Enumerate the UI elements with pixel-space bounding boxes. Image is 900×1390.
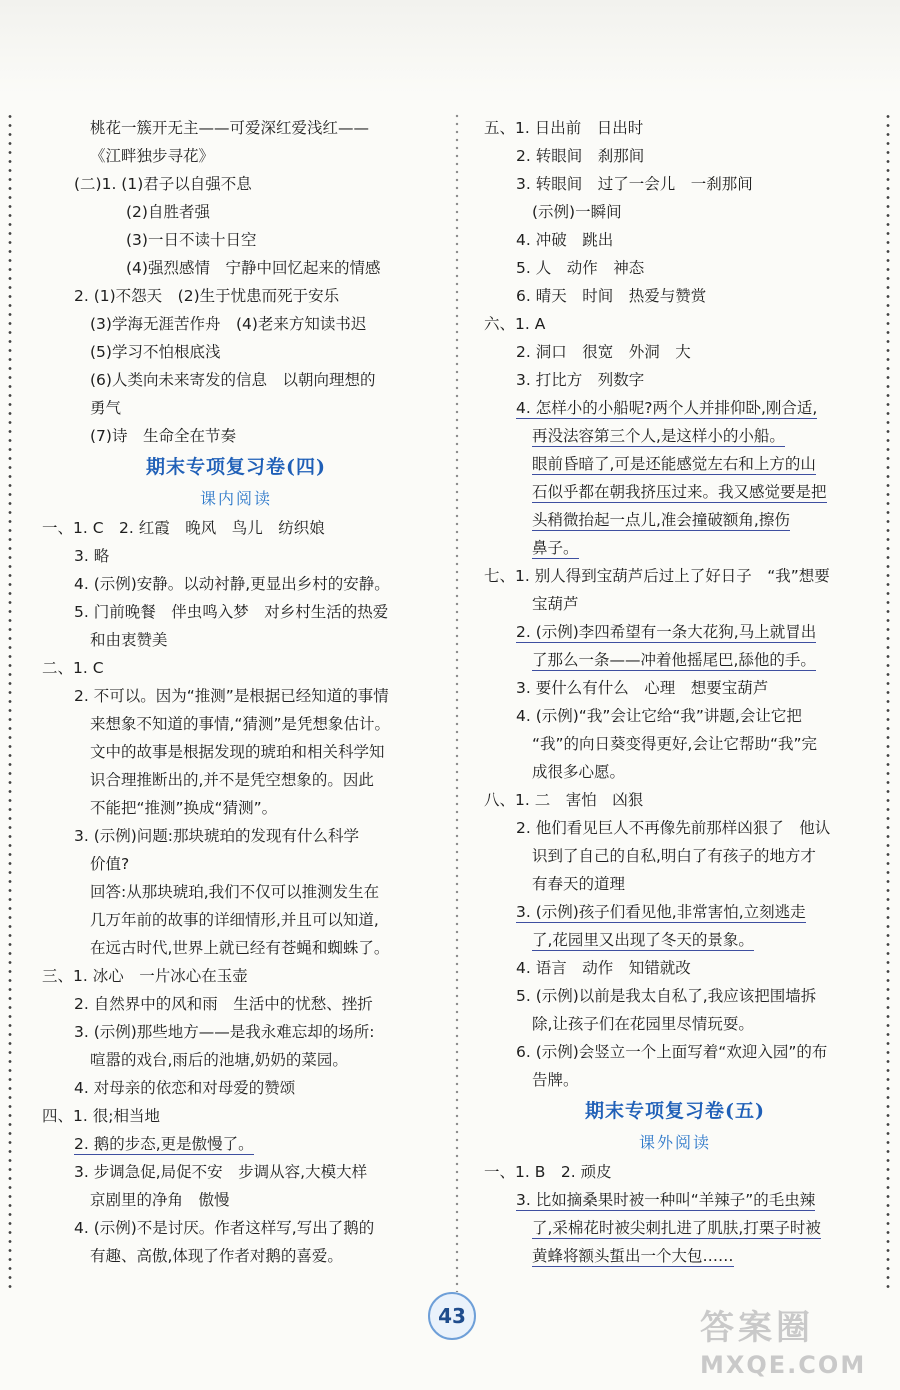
text-line: 3. (示例)那些地方——是我永难忘却的场所: bbox=[74, 1023, 375, 1041]
text-line bbox=[484, 506, 866, 534]
underlined-answer: 了那么一条——冲着他摇尾巴,舔他的手。 bbox=[532, 651, 816, 669]
text-line: 4. (示例)安静。以动衬静,更显出乡村的安静。 bbox=[74, 575, 390, 593]
text-line: 告牌。 bbox=[532, 1071, 579, 1089]
watermark-logo bbox=[700, 1300, 890, 1385]
text-line bbox=[484, 646, 866, 674]
text-line: 4. (示例)不是讨厌。作者这样写,写出了鹅的 bbox=[74, 1219, 375, 1237]
text-line: 一、1. B 2. 顽皮 bbox=[484, 1163, 612, 1181]
text-line: 八、1. 二 害怕 凶狠 bbox=[484, 791, 644, 809]
text-line: 5. 人 动作 神态 bbox=[516, 259, 645, 277]
underlined-answer: 黄蜂将额头蜇出一个大包…… bbox=[532, 1247, 734, 1265]
column-divider bbox=[455, 112, 459, 1292]
text-line: (7)诗 生命全在节奏 bbox=[90, 427, 236, 445]
text-line: 宝葫芦 bbox=[532, 595, 579, 613]
text-line bbox=[484, 478, 866, 506]
text-line: 识到了自己的自私,明白了有孩子的地方才 bbox=[532, 847, 816, 865]
text-line bbox=[484, 450, 866, 478]
text-line: 四、1. 很;相当地 bbox=[42, 1107, 160, 1125]
text-line: 5. (示例)以前是我太自私了,我应该把围墙拆 bbox=[516, 987, 817, 1005]
text-line bbox=[484, 422, 866, 450]
text-line: 一、1. C 2. 红霞 晚风 鸟儿 纺织娘 bbox=[42, 519, 325, 537]
text-line: (二)1. (1)君子以自强不息 bbox=[74, 175, 252, 193]
text-line: 2. 自然界中的风和雨 生活中的忧愁、挫折 bbox=[74, 995, 373, 1013]
text-line: 有趣、高傲,体现了作者对鹅的喜爱。 bbox=[90, 1247, 343, 1265]
text-line bbox=[484, 1214, 866, 1242]
text-line: (3)学海无涯苦作舟 (4)老来方知读书迟 bbox=[90, 315, 367, 333]
text-line: (5)学习不怕根底浅 bbox=[90, 343, 221, 361]
underlined-answer: 2. (示例)李四希望有一条大花狗,马上就冒出 bbox=[516, 623, 817, 641]
text-line: 三、1. 冰心 一片冰心在玉壶 bbox=[42, 967, 248, 985]
page-number: 43 bbox=[428, 1292, 476, 1340]
text-line: 价值? bbox=[90, 855, 130, 873]
binding-dots-left bbox=[8, 112, 12, 1292]
text-line: 3. (示例)问题:那块琥珀的发现有什么科学 bbox=[74, 827, 360, 845]
text-line: 喧嚣的戏台,雨后的池塘,奶奶的菜园。 bbox=[90, 1051, 348, 1069]
text-line: (4)强烈感情 宁静中回忆起来的情感 bbox=[126, 259, 381, 277]
text-line: 六、1. A bbox=[484, 315, 546, 333]
text-line: 识合理推断出的,并不是凭空想象的。因此 bbox=[90, 771, 374, 789]
text-line: 勇气 bbox=[90, 399, 122, 417]
text-line: 3. 步调急促,局促不安 步调从容,大模大样 bbox=[74, 1163, 368, 1181]
underlined-answer: 了,花园里又出现了冬天的景象。 bbox=[532, 931, 754, 949]
text-line: 文中的故事是根据发现的琥珀和相关科学知 bbox=[90, 743, 385, 761]
page-header-band bbox=[0, 0, 900, 95]
text-line: (示例)一瞬间 bbox=[532, 203, 622, 221]
text-line: 6. (示例)会竖立一个上面写着“欢迎入园”的布 bbox=[516, 1043, 828, 1061]
text-line: 6. 晴天 时间 热爱与赞赏 bbox=[516, 287, 707, 305]
underlined-answer: 3. (示例)孩子们看见他,非常害怕,立刻逃走 bbox=[516, 903, 806, 921]
binding-dots-right bbox=[886, 112, 890, 1292]
text-line: 4. 对母亲的依恋和对母爱的赞颂 bbox=[74, 1079, 296, 1097]
text-line bbox=[484, 1186, 866, 1214]
underlined-answer: 2. 鹅的步态,更是傲慢了。 bbox=[74, 1135, 254, 1153]
text-line: 2. 他们看见巨人不再像先前那样凶狠了 他认 bbox=[516, 819, 831, 837]
text-line: “我”的向日葵变得更好,会让它帮助“我”完 bbox=[532, 735, 818, 753]
underlined-answer: 眼前昏暗了,可是还能感觉左右和上方的山 bbox=[532, 455, 816, 473]
underlined-answer: 了,采棉花时被尖刺扎进了肌肤,打栗子时被 bbox=[532, 1219, 821, 1237]
text-line: 5. 门前晚餐 伴虫鸣入梦 对乡村生活的热爱 bbox=[74, 603, 389, 621]
watermark-url: MXQE.COM bbox=[700, 1351, 867, 1379]
section-subtitle: 课外阅读 bbox=[638, 1133, 711, 1152]
underlined-answer: 再没法容第三个人,是这样小的小船。 bbox=[532, 427, 785, 445]
watermark-text: 答案圈 bbox=[700, 1308, 814, 1348]
text-line: 3. 转眼间 过了一会儿 一刹那间 bbox=[516, 175, 753, 193]
text-line bbox=[484, 534, 866, 562]
left-column bbox=[42, 114, 430, 1270]
underlined-answer: 3. 比如摘桑果时被一种叫“羊辣子”的毛虫辣 bbox=[516, 1191, 816, 1209]
text-line: 不能把“推测”换成“猜测”。 bbox=[90, 799, 278, 817]
text-line: (3)一日不读十日空 bbox=[126, 231, 257, 249]
text-line: 3. 略 bbox=[74, 547, 110, 565]
text-line: 来想象不知道的事情,“猜测”是凭想象估计。 bbox=[90, 715, 390, 733]
underlined-answer: 头稍微抬起一点儿,准会撞破额角,擦伤 bbox=[532, 511, 790, 529]
text-line: 在远古时代,世界上就已经有苍蝇和蜘蛛了。 bbox=[90, 939, 390, 957]
text-line bbox=[484, 1242, 866, 1270]
text-line: (6)人类向未来寄发的信息 以朝向理想的 bbox=[90, 371, 376, 389]
text-line bbox=[484, 618, 866, 646]
text-line: 除,让孩子们在花园里尽情玩耍。 bbox=[532, 1015, 754, 1033]
text-line: 3. 要什么有什么 心理 想要宝葫芦 bbox=[516, 679, 769, 697]
section-title: 期末专项复习卷(五) bbox=[585, 1100, 765, 1122]
text-line: (2)自胜者强 bbox=[126, 203, 210, 221]
text-line: 五、1. 日出前 日出时 bbox=[484, 119, 644, 137]
text-line: 3. 打比方 列数字 bbox=[516, 371, 645, 389]
text-line bbox=[484, 898, 866, 926]
text-line: 京剧里的净角 傲慢 bbox=[90, 1191, 230, 1209]
underlined-answer: 石似乎都在朝我挤压过来。我又感觉要是把 bbox=[532, 483, 827, 501]
underlined-answer: 4. 怎样小的小船呢?两个人并排仰卧,刚合适, bbox=[516, 399, 818, 417]
text-line: 4. (示例)“我”会让它给“我”讲题,会让它把 bbox=[516, 707, 802, 725]
text-line: 二、1. C bbox=[42, 659, 104, 677]
text-line: 回答:从那块琥珀,我们不仅可以推测发生在 bbox=[90, 883, 380, 901]
text-line: 4. 语言 动作 知错就改 bbox=[516, 959, 691, 977]
text-line: 七、1. 别人得到宝葫芦后过上了好日子 “我”想要 bbox=[484, 567, 830, 585]
text-line: 《江畔独步寻花》 bbox=[90, 147, 215, 165]
right-column bbox=[484, 114, 866, 1270]
text-line bbox=[484, 926, 866, 954]
text-line: 4. 冲破 跳出 bbox=[516, 231, 614, 249]
text-line: 桃花一簇开无主——可爱深红爱浅红—— bbox=[90, 119, 370, 137]
text-line bbox=[42, 1130, 430, 1158]
text-line: 2. (1)不怨天 (2)生于忧患而死于安乐 bbox=[74, 287, 340, 305]
underlined-answer: 鼻子。 bbox=[532, 539, 579, 557]
text-line: 成很多心愿。 bbox=[532, 763, 626, 781]
text-line: 几万年前的故事的详细情形,并且可以知道, bbox=[90, 911, 379, 929]
text-line: 和由衷赞美 bbox=[90, 631, 168, 649]
text-line: 有春天的道理 bbox=[532, 875, 626, 893]
text-line: 2. 洞口 很宽 外洞 大 bbox=[516, 343, 691, 361]
section-subtitle: 课内阅读 bbox=[199, 489, 272, 508]
text-line: 2. 不可以。因为“推测”是根据已经知道的事情 bbox=[74, 687, 389, 705]
text-line bbox=[484, 394, 866, 422]
text-line: 2. 转眼间 刹那间 bbox=[516, 147, 645, 165]
section-title: 期末专项复习卷(四) bbox=[146, 456, 326, 478]
